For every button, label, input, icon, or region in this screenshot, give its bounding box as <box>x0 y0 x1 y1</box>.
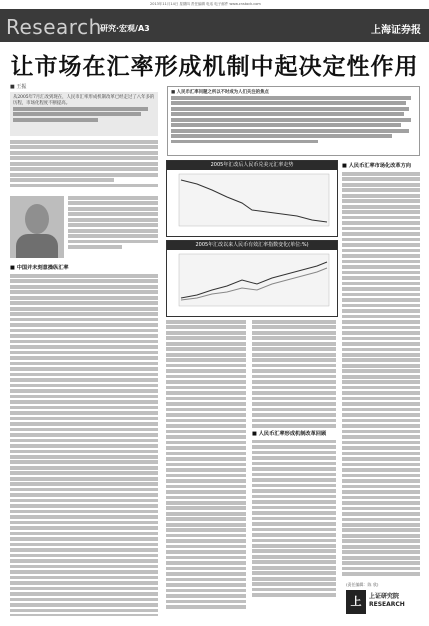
text-column-1b <box>68 196 158 258</box>
chart-exchange-rate <box>166 160 338 237</box>
subhead-2: ■ 人民币汇率形成机制改革回顾 <box>252 430 327 437</box>
editor-credit: (责任编辑：陈 欣) <box>346 582 379 587</box>
subhead-3: ■ 人民币汇率市场化改革方向 <box>342 163 411 169</box>
text-column-1a <box>10 140 158 194</box>
text-column-2 <box>166 320 246 616</box>
text-column-1c <box>10 262 158 616</box>
chart1-plot <box>167 170 335 234</box>
text-column-4 <box>342 160 420 578</box>
logo-name-en: RESEARCH <box>369 601 405 608</box>
chart1-title: 2005年汇改后人民币兑美元汇率走势 <box>167 161 337 170</box>
lead-paragraph: 从2005年7月汇改到现在，人民币汇率形成机制改革已经走过了八年多的历程，市场化程度不断提高。 <box>13 95 155 106</box>
chart-effective-rate <box>166 240 338 317</box>
abstract-title: ■ 人民币汇率问题之所以不时成为人们关注的焦点 <box>171 90 269 95</box>
subhead-1: ■ 中国并未刻意操纵汇率 <box>10 265 69 271</box>
chart2-plot <box>167 250 335 314</box>
author: ■ 王振 <box>10 84 27 90</box>
headline: 让市场在汇率形成机制中起决定性作用 <box>10 54 419 80</box>
abstract-box <box>167 86 420 156</box>
author-photo <box>10 196 64 258</box>
logo-name: 上证研究院 <box>369 593 400 600</box>
chart2-title: 2005年汇改以来人民币有效汇率指数变化(单位:%) <box>167 241 337 250</box>
paper-name: 上海证券报 <box>371 25 421 36</box>
lead-box <box>10 92 158 136</box>
text-column-3 <box>252 320 336 616</box>
logo-mark: 上 <box>346 590 366 614</box>
masthead-english: Research <box>6 15 102 39</box>
top-info-strip: 2013年11月14日 星期四 责任编辑 电话 电子邮件 www.cnstock.com <box>150 2 261 6</box>
section-label: 研究·宏观/A3 <box>100 24 150 33</box>
masthead <box>0 9 429 42</box>
research-logo <box>346 590 410 614</box>
